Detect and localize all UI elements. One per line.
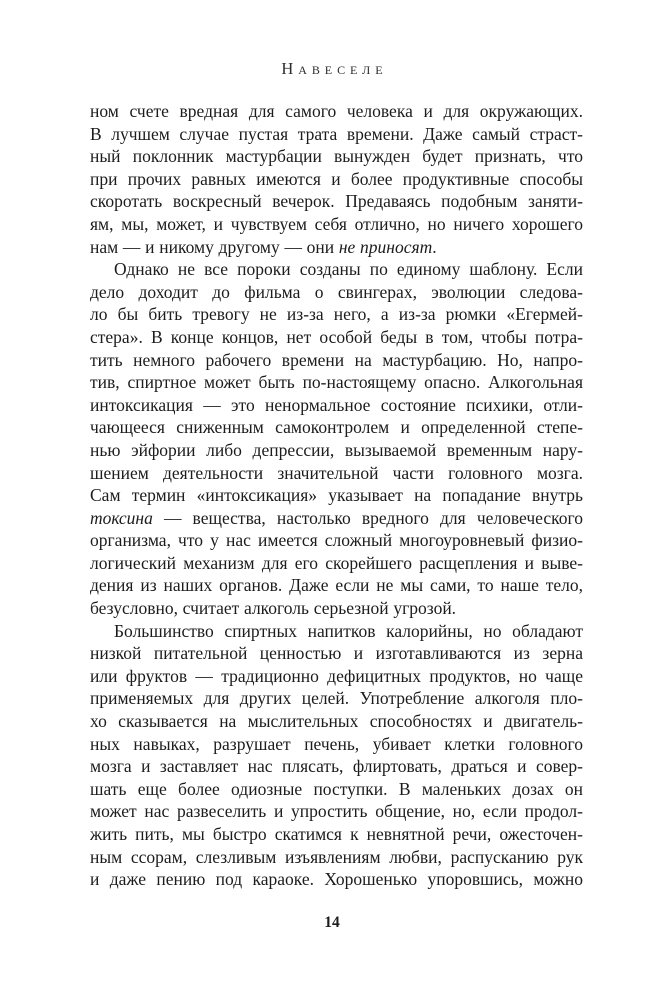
- text-line: ным ссорам, слезливым изъявлениям любви, распусканию рук: [90, 846, 583, 867]
- text-line: ло бы бить тревогу не из-за него, а из-за рюмки «Егермей-: [90, 304, 583, 325]
- text-line: тить немного рабочего времени на мастурбацию. Но, напро-: [90, 349, 583, 370]
- text-line: Сам термин «интоксикация» указывает на попадание внутрь: [90, 485, 583, 506]
- text-line: В лучшем случае пустая трата времени. Даже самый страст-: [90, 123, 583, 144]
- text-line: безусловно, считает алкоголь серьезной угрозой.: [90, 598, 457, 619]
- text-line: дело доходит до фильма о свингерах, эволюции следова-: [90, 281, 583, 302]
- paragraph: [90, 100, 583, 258]
- text-line: шением деятельности значительной части головного мозга.: [90, 462, 583, 483]
- text-line: ном счете вредная для самого человека и для окружающих.: [90, 101, 583, 121]
- text-line: дения из наших органов. Даже если не мы сами, то наше тело,: [90, 575, 583, 596]
- text-line: мозга и заставляет нас плясать, флиртовать, драться и совер-: [90, 756, 583, 777]
- text-line: и даже пению под караоке. Хорошенько упоровшись, можно: [90, 869, 583, 890]
- text-line: чающееся сниженным самоконтролем и определенной степе-: [90, 417, 583, 438]
- text-line: организма, что у нас имеется сложный многоуровневый физио-: [90, 530, 583, 551]
- text-line: ям, мы, может, и чувствуем себя отлично, но ничего хорошего: [90, 213, 583, 234]
- text-line: хо сказывается на мыслительных способностях и двигатель-: [90, 711, 583, 732]
- body-text: [90, 100, 583, 891]
- text-line: или фруктов — традиционно дефицитных продуктов, но чаще: [90, 665, 583, 686]
- text-line: при прочих равных имеются и более продуктивные способы: [90, 168, 583, 189]
- text-line: интоксикация — это ненормальное состояние психики, отли-: [90, 394, 583, 415]
- text-line: Однако не все пороки созданы по единому шаблону. Если: [114, 259, 583, 280]
- text-line: скоротать воскресный вечерок. Предаваясь подобным заняти-: [90, 191, 583, 212]
- paragraph: [90, 620, 583, 891]
- text-line: применяемых для других целей. Употребление алкоголя пло-: [90, 688, 583, 709]
- text-line: нам — и никому другому — они не приносят.: [90, 236, 437, 257]
- text-line: тив, спиртное может быть по-настоящему опасно. Алкогольная: [90, 372, 583, 393]
- text-line: стера». В конце концов, нет особой беды в том, чтобы потра-: [90, 326, 583, 347]
- text-line: ный поклонник мастурбации вынужден будет признать, что: [90, 146, 583, 167]
- running-head: Навеселе: [281, 59, 388, 78]
- page-number: 14: [324, 914, 340, 931]
- paragraph: [90, 258, 583, 620]
- text-line: жить пить, мы быстро скатимся к невнятной речи, ожесточен-: [90, 824, 583, 844]
- text-line: может нас развеселить и упростить общение, но, если продол-: [90, 801, 583, 822]
- text-line: логический механизм для его скорейшего расщепления и выве-: [90, 552, 583, 573]
- text-line: Большинство спиртных напитков калорийны, но обладают: [114, 620, 583, 641]
- text-line: нью эйфории либо депрессии, вызываемой временным нару-: [90, 439, 583, 460]
- text-line: низкой питательной ценностью и изготавливаются из зерна: [90, 643, 583, 664]
- text-line: токсина — вещества, настолько вредного для человеческого: [90, 507, 583, 528]
- text-line: ных навыках, разрушает печень, убивает клетки головного: [90, 733, 583, 754]
- text-line: шать еще более одиозные поступки. В маленьких дозах он: [90, 778, 583, 799]
